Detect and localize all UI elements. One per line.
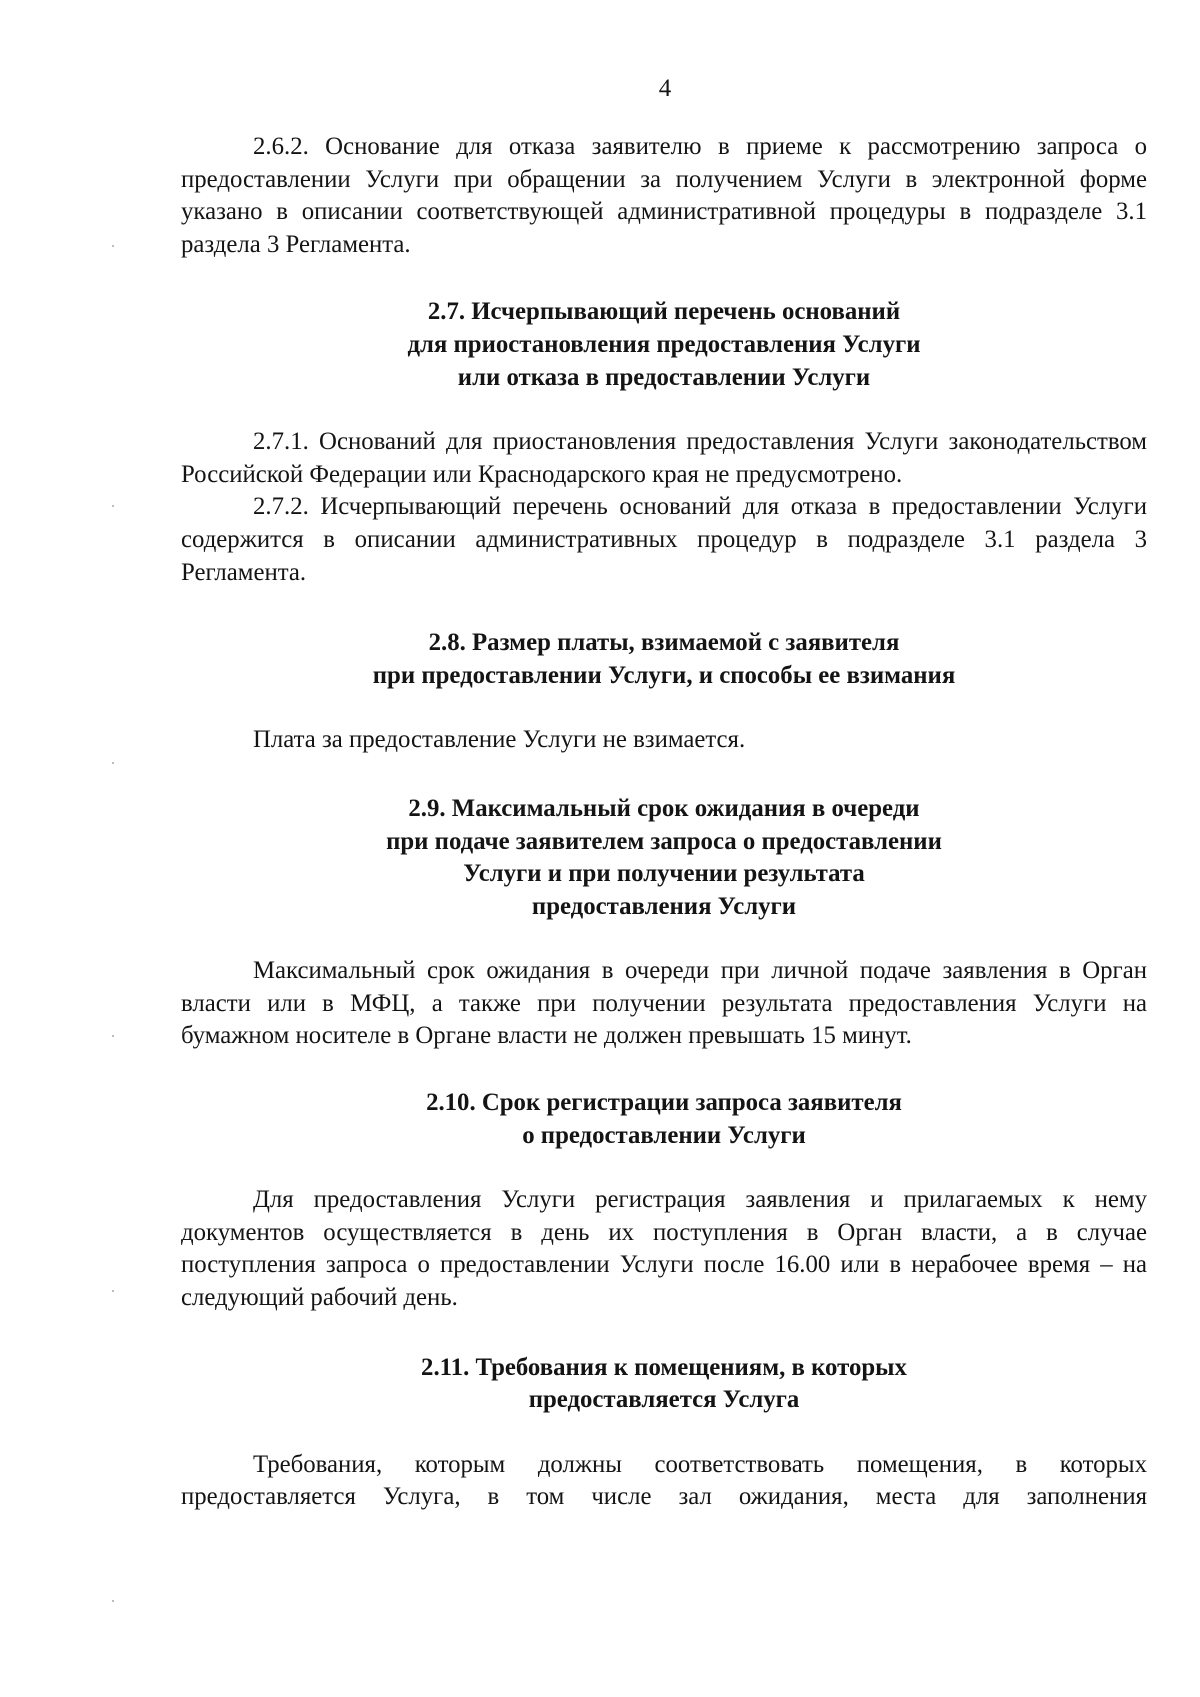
paragraph-2-8: Плата за предоставление Услуги не взимается. <box>253 726 746 754</box>
heading-line: при подаче заявителем запроса о предоставлении <box>386 827 942 855</box>
paragraph-2-9: Максимальный срок ожидания в очереди при личной подаче заявления в Орган власти или в МФЦ, а также при получении результата предоставления Услуги на бумажном носителе в Органе власти не должен превышать 15 минут. <box>181 957 1147 1050</box>
heading-line: при предоставлении Услуги, и способы ее взимания <box>372 661 956 689</box>
heading-2-9 <box>181 793 1147 923</box>
page-number: 4 <box>658 75 672 102</box>
paragraph-2-7-1: 2.7.1. Оснований для приостановления предоставления Услуги законодательством Российской Федерации или Краснодарского края не предусмотрено. <box>181 428 1147 488</box>
heading-line: 2.7. Исчерпывающий перечень оснований <box>427 298 901 326</box>
paragraph-2-11: Требования, которым должны соответствовать помещения, в которых предоставляется Услуга, в том числе зал ожидания, места для заполнения <box>181 1450 1147 1511</box>
scan-artifact <box>112 1290 114 1292</box>
heading-line: или отказа в предоставлении Услуги <box>457 363 871 391</box>
heading-line: предоставляется Услуга <box>528 1386 800 1414</box>
scan-artifact <box>112 1600 114 1602</box>
heading-line: 2.8. Размер платы, взимаемой с заявителя <box>428 629 900 657</box>
document-body <box>181 131 1147 1514</box>
heading-line: Услуги и при получении результата <box>463 860 865 888</box>
scan-artifact <box>112 245 114 247</box>
heading-2-8 <box>181 627 1147 692</box>
heading-line: для приостановления предоставления Услуги <box>407 330 921 358</box>
heading-2-10 <box>181 1087 1147 1152</box>
heading-2-11 <box>181 1352 1147 1417</box>
heading-line: предоставления Услуги <box>531 892 797 920</box>
heading-2-7 <box>181 296 1147 394</box>
scan-artifact <box>112 1035 114 1037</box>
heading-line: 2.10. Срок регистрации запроса заявителя <box>426 1089 902 1117</box>
heading-line: 2.9. Максимальный срок ожидания в очереди <box>408 794 920 822</box>
paragraph-2-6-2: 2.6.2. Основание для отказа заявителю в приеме к рассмотрению запроса о предоставлении Услуги при обращении за получением Услуги в электронной форме указано в описании соответствующей административной процедуры в подразделе 3.1 раздела 3 Регламента. <box>181 133 1147 258</box>
paragraph-2-10: Для предоставления Услуги регистрация заявления и прилагаемых к нему документов осуществляется в день их поступления в Орган власти, а в случае поступления запроса о предоставлении Услуги после 16.00 или в нерабочее время – на следующий рабочий день. <box>181 1186 1147 1312</box>
scan-artifact <box>112 762 114 764</box>
paragraph-2-7-2: 2.7.2. Исчерпывающий перечень оснований для отказа в предоставлении Услуги содержится в описании административных процедур в подразделе 3.1 раздела 3 Регламента. <box>181 493 1147 586</box>
scan-artifact <box>112 505 114 507</box>
heading-line: о предоставлении Услуги <box>522 1121 806 1149</box>
heading-line: 2.11. Требования к помещениям, в которых <box>421 1353 907 1381</box>
